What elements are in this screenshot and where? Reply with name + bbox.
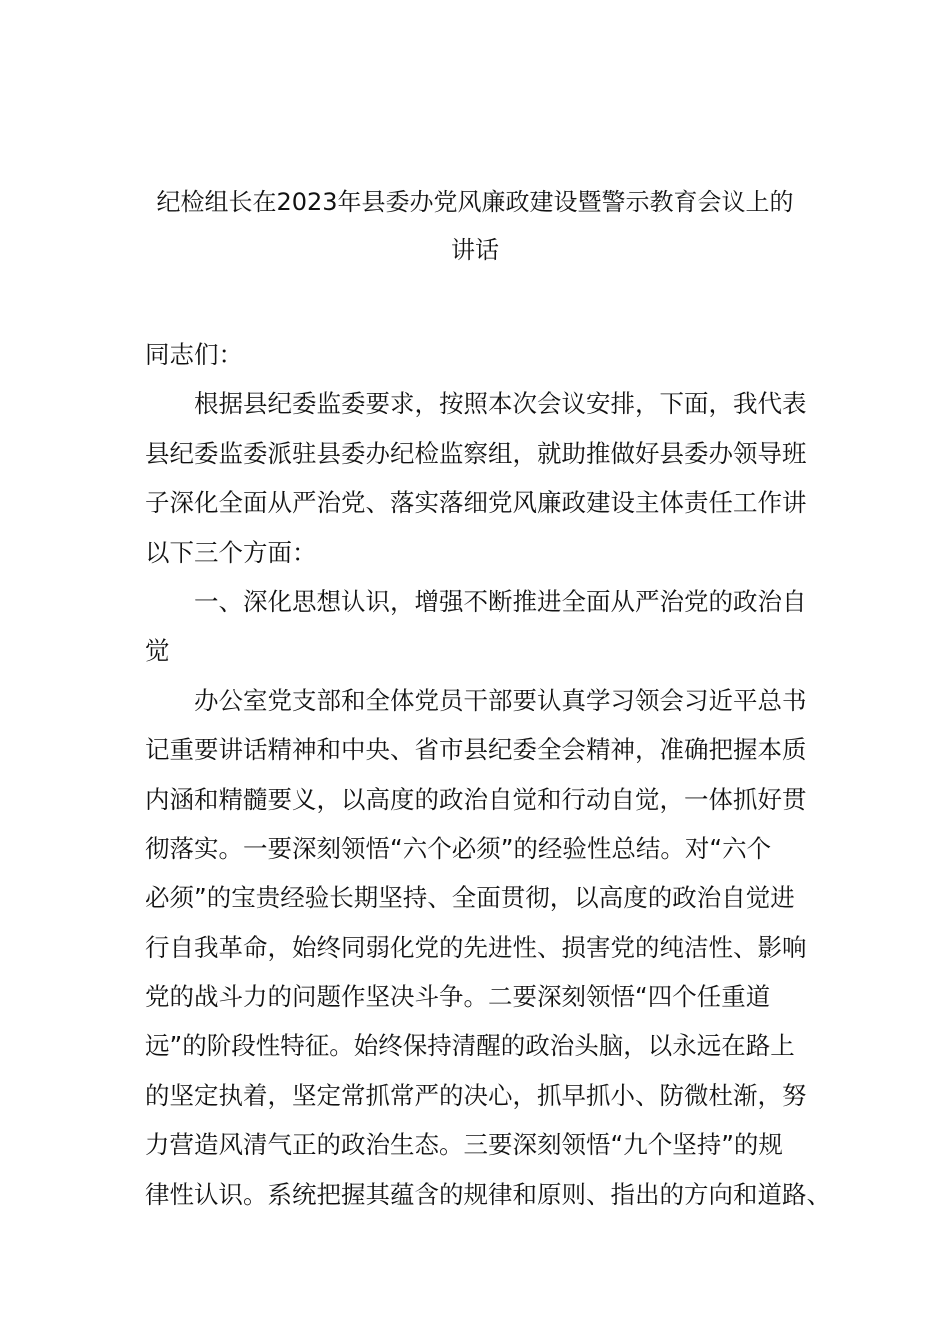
section-heading-1-line-2: 觉 — [145, 636, 170, 666]
paragraph-2-line-2: 记重要讲话精神和中央、省市县纪委全会精神，准确把握本质 — [145, 735, 807, 765]
salutation: 同志们： — [145, 340, 243, 369]
document-body — [145, 330, 831, 1219]
title-line-2: 讲话 — [451, 236, 499, 264]
paragraph-1-line-4: 以下三个方面： — [145, 537, 317, 567]
paragraph-1-line-2: 县纪委监委派驻县委办纪检监察组，就助推做好县委办领导班 — [145, 438, 807, 468]
paragraph-2-line-11: 律性认识。系统把握其蕴含的规律和原则、指出的方向和道路、 — [145, 1179, 831, 1209]
paragraph-2-line-3: 内涵和精髓要义，以高度的政治自觉和行动自觉，一体抓好贯 — [145, 784, 807, 814]
paragraph-2-line-10: 力营造风清气正的政治生态。三要深刻领悟“九个坚持”的规 — [145, 1130, 783, 1160]
paragraph-2-line-1: 办公室党支部和全体党员干部要认真学习领会习近平总书 — [194, 685, 807, 715]
paragraph-2-line-6: 行自我革命，始终同弱化党的先进性、损害党的纯洁性、影响 — [145, 932, 807, 962]
paragraph-2-line-4: 彻落实。一要深刻领悟“六个必须”的经验性总结。对“六个 — [145, 833, 772, 863]
paragraph-1-line-3: 子深化全面从严治党、落实落细党风廉政建设主体责任工作讲 — [145, 488, 807, 518]
section-heading-1-line-1: 一、深化思想认识，增强不断推进全面从严治党的政治自 — [194, 586, 807, 616]
paragraph-2-line-7: 党的战斗力的问题作坚决斗争。二要深刻领悟“四个任重道 — [145, 982, 771, 1012]
paragraph-2-line-5: 必须”的宝贵经验长期坚持、全面贯彻，以高度的政治自觉进 — [145, 883, 795, 913]
paragraph-2-line-8: 远”的阶段性特征。始终保持清醒的政治头脑，以永远在路上 — [145, 1031, 795, 1061]
paragraph-2-line-9: 的坚定执着，坚定常抓常严的决心，抓早抓小、防微杜渐，努 — [145, 1080, 807, 1110]
paragraph-1-line-1: 根据县纪委监委要求，按照本次会议安排，下面，我代表 — [194, 389, 807, 419]
title-line-1: 纪检组长在2023年县委办党风廉政建设暨警示教育会议上的 — [156, 188, 794, 216]
document-title — [100, 178, 850, 274]
